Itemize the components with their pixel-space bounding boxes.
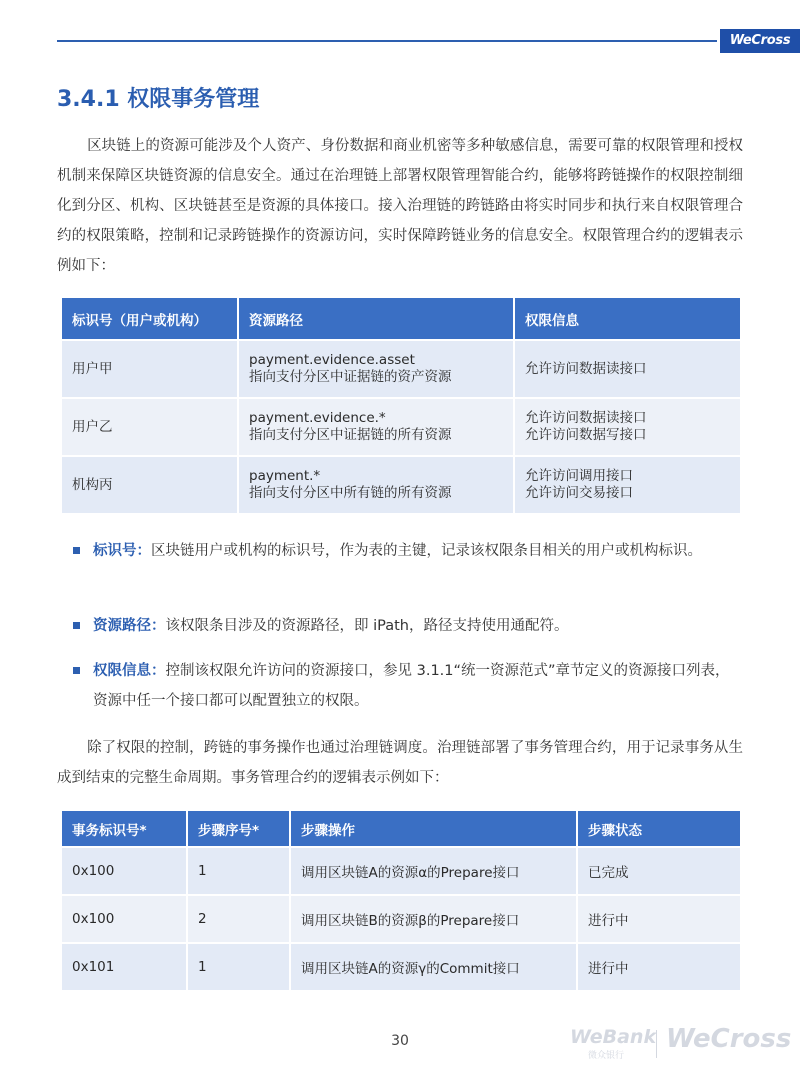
column-header: 步骤操作 <box>291 811 576 846</box>
table-row <box>62 457 740 513</box>
path-cell: payment.evidence.asset 指向支付分区中证据链的资产资源 <box>239 341 513 397</box>
wecross-logo: WeCross <box>720 29 800 53</box>
webank-logo: WeBank <box>570 1026 657 1048</box>
bullet-item: 权限信息：控制该权限允许访问的资源接口，参见 3.1.1“统一资源范式”章节定义的资源接口列表，资源中任一个接口都可以配置独立的权限。 <box>73 656 743 716</box>
id-cell: 用户甲 <box>62 341 237 397</box>
transaction-table <box>60 809 742 992</box>
column-header: 权限信息 <box>515 298 740 339</box>
bullet-square-icon <box>73 622 80 629</box>
table-row <box>62 399 740 455</box>
column-header: 资源路径 <box>239 298 513 339</box>
id-cell: 机构丙 <box>62 457 237 513</box>
permission-table <box>60 296 742 515</box>
perm-cell: 允许访问数据读接口 允许访问数据写接口 <box>515 399 740 455</box>
column-header: 标识号（用户或机构） <box>62 298 237 339</box>
table-row: 0x101 1 调用区块链A的资源γ的Commit接口 进行中 <box>62 944 740 990</box>
bullet-square-icon <box>73 547 80 554</box>
webank-subtitle: 微众银行 <box>588 1051 625 1061</box>
column-header: 步骤序号* <box>188 811 289 846</box>
perm-cell: 允许访问调用接口 允许访问交易接口 <box>515 457 740 513</box>
transaction-paragraph: 除了权限的控制，跨链的事务操作也通过治理链调度。治理链部署了事务管理合约，用于记录事务从生成到结束的完整生命周期。事务管理合约的逻辑表示例如下： <box>57 740 743 786</box>
wecross-footer-logo: WeCross <box>666 1024 792 1054</box>
id-cell: 用户乙 <box>62 399 237 455</box>
header-rule <box>57 40 717 42</box>
bullet-item: 资源路径：该权限条目涉及的资源路径，即 iPath，路径支持使用通配符。 <box>73 611 743 641</box>
path-cell: payment.evidence.* 指向支付分区中证据链的所有资源 <box>239 399 513 455</box>
bullet-item: 标识号：区块链用户或机构的标识号，作为表的主键，记录该权限条目相关的用户或机构标识。 <box>73 536 743 566</box>
column-header: 步骤状态 <box>578 811 740 846</box>
footer-divider <box>656 1030 657 1058</box>
perm-cell: 允许访问数据读接口 <box>515 341 740 397</box>
table-row <box>62 341 740 397</box>
table-row: 0x100 2 调用区块链B的资源β的Prepare接口 进行中 <box>62 896 740 942</box>
table-row: 0x100 1 调用区块链A的资源α的Prepare接口 已完成 <box>62 848 740 894</box>
section-title: 3.4.1 权限事务管理 <box>57 87 260 112</box>
page-number: 30 <box>391 1033 409 1049</box>
intro-paragraph: 区块链上的资源可能涉及个人资产、身份数据和商业机密等多种敏感信息，需要可靠的权限管理和授权机制来保障区块链资源的信息安全。通过在治理链上部署权限管理智能合约，能够将跨链操作的权限控制细化到分区、机构、区块链甚至是资源的具体接口。接入治理链的跨链路由将实时同步和执行来自权限管理合约的权限策略，控制和记录跨链操作的资源访问，实时保障跨链业务的信息安全。权限管理合约的逻辑表示例如下： <box>57 138 743 274</box>
path-cell: payment.* 指向支付分区中所有链的所有资源 <box>239 457 513 513</box>
bullet-square-icon <box>73 667 80 674</box>
column-header: 事务标识号* <box>62 811 186 846</box>
